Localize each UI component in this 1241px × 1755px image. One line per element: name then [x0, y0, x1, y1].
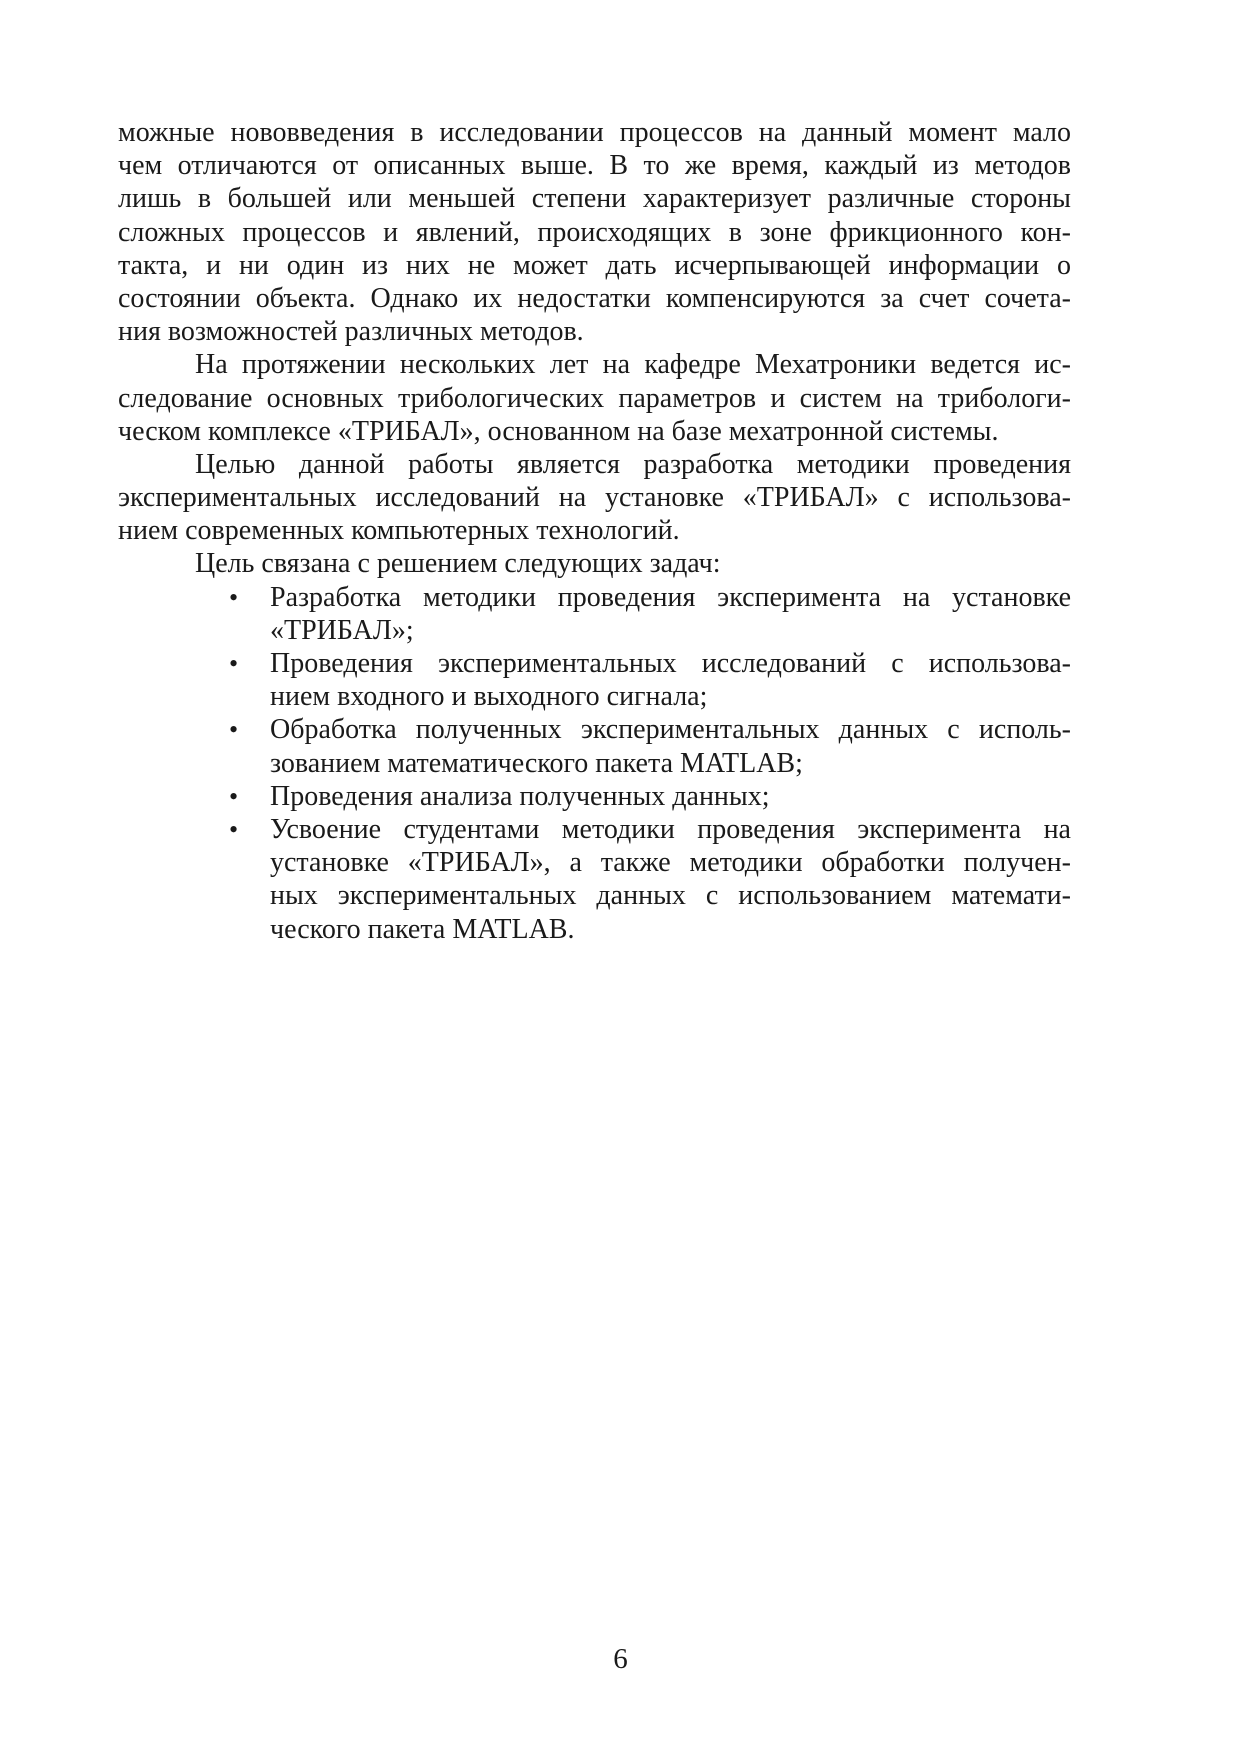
paragraph-intro: [118, 116, 1071, 348]
text-line: ния возможностей различных методов.: [118, 316, 584, 348]
list-item: [118, 581, 1071, 647]
bullet-icon: •: [229, 715, 239, 745]
text-line: Обработка полученных экспериментальных данных с исполь-: [270, 714, 1071, 746]
text-line: Проведения анализа полученных данных;: [270, 780, 770, 812]
paragraph-research: [118, 348, 1071, 448]
text-line: можные нововведения в исследовании процессов на данный момент мало: [118, 117, 1071, 148]
list-item: [118, 780, 1071, 813]
page-number: 6: [613, 1643, 628, 1675]
text-line: «ТРИБАЛ»;: [270, 614, 414, 646]
text-line: Разработка методики проведения эксперимента на установке: [270, 581, 1071, 613]
list-item: [118, 813, 1071, 946]
text-line: зованием математического пакета MATLAB;: [270, 747, 803, 779]
text-line: чем отличаются от описанных выше. В то же время, каждый из методов: [118, 150, 1071, 182]
text-line: следование основных трибологических параметров и систем на трибологи-: [118, 382, 1071, 414]
text-line: лишь в большей или меньшей степени характеризует различные стороны: [118, 183, 1071, 215]
text-line: ных экспериментальных данных с использованием математи-: [270, 880, 1071, 912]
text-line: экспериментальных исследований на установке «ТРИБАЛ» с использова-: [118, 482, 1071, 514]
text-line: Усвоение студентами методики проведения эксперимента на: [270, 813, 1071, 845]
text-line: сложных процессов и явлений, происходящих в зоне фрикционного кон-: [118, 216, 1071, 248]
text-line: нием входного и выходного сигнала;: [270, 681, 708, 713]
text-line: ческом комплексе «ТРИБАЛ», основанном на базе мехатронной системы.: [118, 415, 999, 447]
tasks-list: [118, 581, 1071, 946]
text-line: ческого пакета MATLAB.: [270, 913, 575, 945]
list-item: [118, 713, 1071, 779]
bullet-icon: •: [229, 814, 239, 844]
text-line: такта, и ни один из них не может дать исчерпывающей информации о: [118, 249, 1071, 281]
bullet-icon: •: [229, 649, 239, 678]
tasks-intro: Цель связана с решением следующих задач:: [195, 548, 721, 580]
text-line: состоянии объекта. Однако их недостатки компенсируются за счет сочета-: [118, 282, 1071, 314]
text-line: установке «ТРИБАЛ», а также методики обработки получен-: [270, 847, 1071, 879]
body-text: [118, 116, 1071, 946]
bullet-icon: •: [229, 781, 239, 811]
list-item: [118, 647, 1071, 713]
text-line: Проведения экспериментальных исследований с использова-: [270, 648, 1071, 679]
bullet-icon: •: [229, 582, 239, 612]
text-line: Целью данной работы является разработка методики проведения: [195, 448, 1071, 480]
text-line: На протяжении нескольких лет на кафедре Мехатроники ведется ис-: [195, 349, 1071, 381]
text-line: нием современных компьютерных технологий.: [118, 515, 680, 547]
paragraph-goal: [118, 448, 1071, 548]
